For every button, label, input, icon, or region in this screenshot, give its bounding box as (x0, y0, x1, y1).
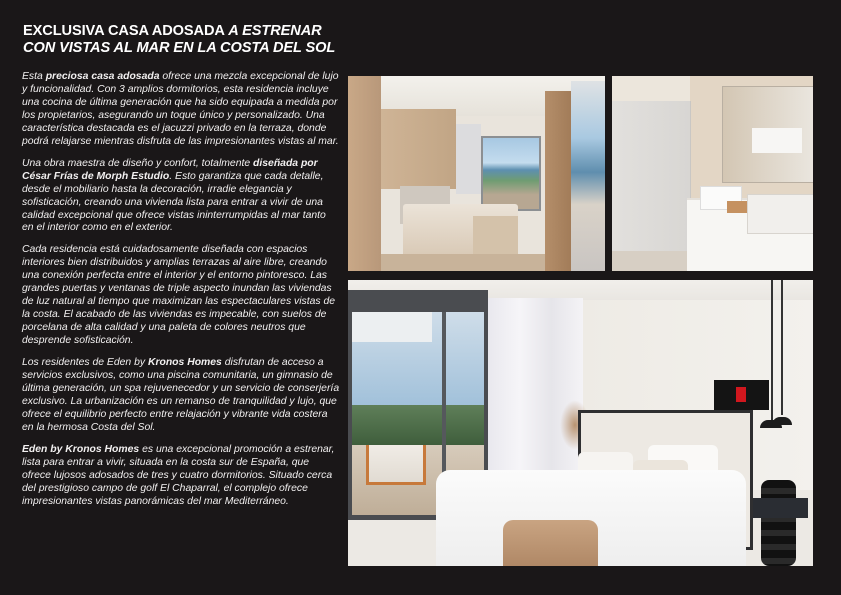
paragraph (22, 357, 340, 435)
emphasis-text: diseñada por César Frías de Morph Estudio (22, 157, 318, 182)
body-text: . Esto garantiza que cada detalle, desde el mobiliario hasta la decoración, irradie elegancia y sofisticación, creando una vivienda lista para entrar a vivir de una calidad excepcional que ofrece vistas ininterrumpidas al mar tanto en el interior como en el exterior. (22, 170, 326, 234)
body-text: Los residentes de Eden by (22, 357, 148, 369)
body-text: Cada residencia está cuidadosamente diseñada con espacios interiores bien distribuidos y amplias terrazas al aire libre, creando una conexión perfecta entre el interior y el entorno pintoresco. Las grandes puertas y ventanas de triple aspecto inundan las viviendas de luz natural al tiempo que maximizan las espectaculares vistas de la costa. El acabado de las viviendas es impecable, con suelos de porcelana de alta calidad y una paleta de colores neutros que desprende sofisticación. (22, 244, 336, 347)
title-line1-part1: EXCLUSIVA CASA ADOSADA (23, 23, 225, 39)
title-line2: CON VISTAS AL MAR EN LA COSTA DEL SOL (23, 40, 336, 56)
emphasis-text: Kronos Homes (147, 357, 222, 369)
body-text: Una obra maestra de diseño y confort, totalmente (22, 157, 254, 169)
body-text: es una excepcional promoción a estrenar, (139, 443, 335, 455)
photo-bathroom (612, 76, 813, 271)
paragraph (22, 444, 340, 509)
body-text-column (22, 71, 340, 518)
photo-main-bedroom (348, 280, 813, 566)
body-text: disfrutan de acceso a servicios exclusivos, como una piscina comunitaria, un gimnasio de última generación, un spa rejuvenecedor y un servicio de conserjería exclusivo. La urbanización es un remanso de tranquilidad y lujo, que ofrece el equilibrio perfecto entre relajación y vibrante vida costera en la hermosa Costa del Sol. (22, 357, 340, 433)
body-text: ofrece una mezcla excepcional de lujo (159, 71, 339, 82)
body-text: Esta (22, 71, 46, 82)
paragraph (22, 158, 340, 236)
title-line1-part2: A ESTRENAR (224, 23, 322, 39)
body-text: y funcionalidad. Con 3 amplios dormitorios, esta residencia incluye una cocina de última generación que ha sido equipada a medida por los propietarios, asegurando un toque único y personalizado. Una característica destacada es el jacuzzi privado en la terraza, donde podrá relajarse mientras disfruta de las impresionantes vistas al mar. (22, 83, 339, 147)
emphasis-text: preciosa casa adosada (45, 71, 160, 82)
page-title (23, 23, 343, 57)
emphasis-text: Eden by Kronos Homes (22, 443, 140, 455)
paragraph (22, 71, 340, 149)
paragraph (22, 244, 340, 348)
body-text: lista para entrar a vivir, situada en la costa sur de España, que ofrece lujosos adosados de tres y cuatro dormitorios. Situado cerca del prestigioso campo de golf El Chaparral, el complejo ofrece impresionantes vistas panorámicas del mar Mediterráneo. (22, 456, 333, 507)
photo-bedroom-sea-view (348, 76, 605, 271)
